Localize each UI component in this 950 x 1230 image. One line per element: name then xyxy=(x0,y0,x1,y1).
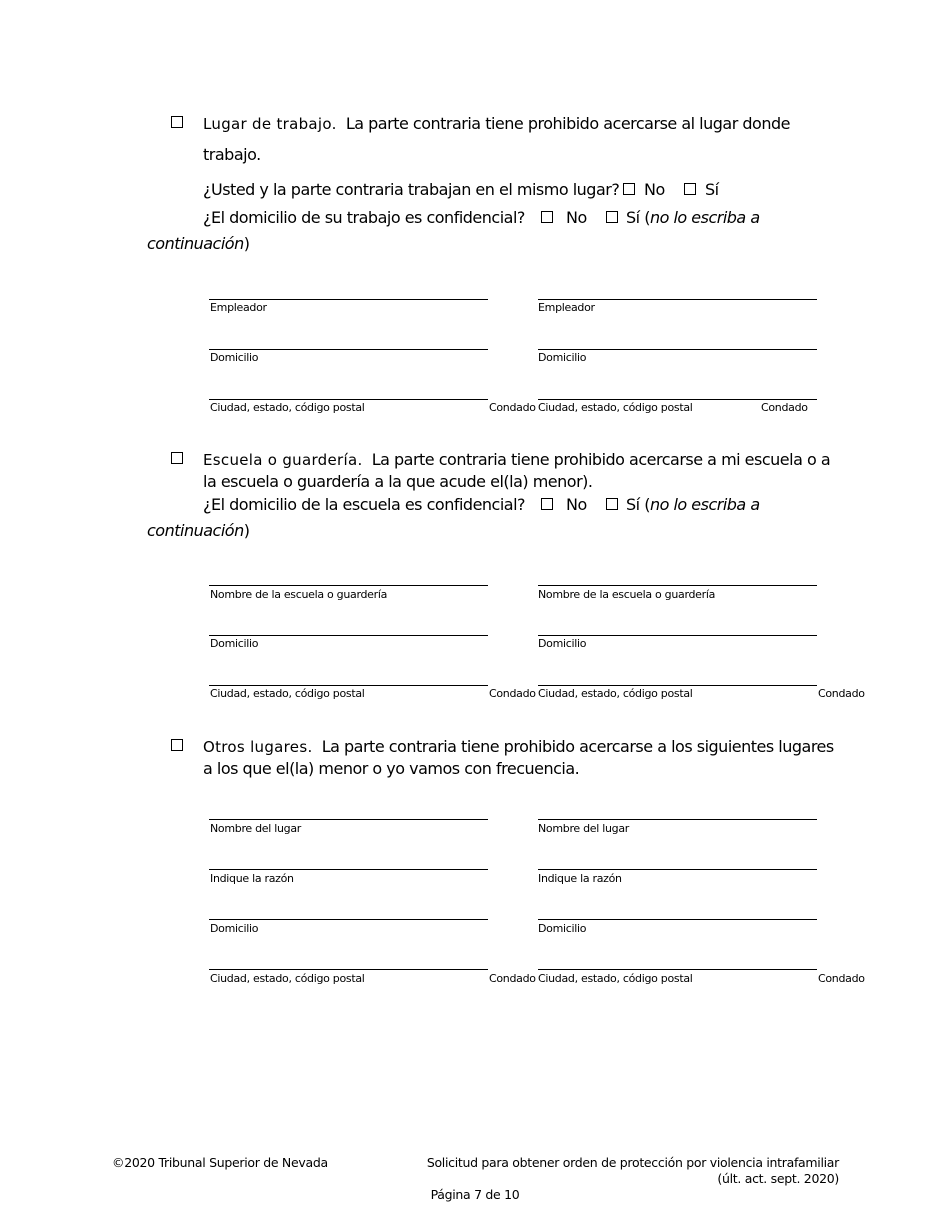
footer-copyright: ©2020 Tribunal Superior de Nevada xyxy=(112,1155,328,1170)
address-field-2[interactable] xyxy=(538,349,817,350)
si-label: Sí ( xyxy=(626,208,650,227)
address-label-1: Domicilio xyxy=(210,351,259,364)
workplace-confidential-si-checkbox[interactable] xyxy=(606,211,618,223)
place-name-field-1[interactable] xyxy=(209,819,488,820)
school-confidential-no-checkbox[interactable] xyxy=(541,498,553,510)
si-label: Sí ( xyxy=(626,495,650,514)
address-label-2: Domicilio xyxy=(538,351,587,364)
county-label-2: Condado xyxy=(761,401,808,414)
school-confidential-note-cont xyxy=(147,521,249,540)
place-name-label-1: Nombre del lugar xyxy=(210,822,301,835)
footer-form-title: Solicitud para obtener orden de protección por violencia intrafamiliar xyxy=(426,1155,839,1170)
school-city-label-1: Ciudad, estado, código postal xyxy=(210,687,365,700)
other-places-text-line2: a los que el(la) menor o yo vamos con frecuencia. xyxy=(203,759,580,778)
school-text-line1: La parte contraria tiene prohibido acercarse a mi escuela o a xyxy=(371,450,831,469)
workplace-confidential-no-checkbox[interactable] xyxy=(541,211,553,223)
workplace-same-place-question: ¿Usted y la parte contraria trabajan en el mismo lugar? xyxy=(203,180,620,199)
school-city-field-1[interactable] xyxy=(209,685,488,686)
same-place-si-checkbox[interactable] xyxy=(684,183,696,195)
county-label-1: Condado xyxy=(489,401,536,414)
paren-close: ) xyxy=(243,521,250,540)
school-confidential-no-label: No xyxy=(566,495,587,514)
place-city-label-1: Ciudad, estado, código postal xyxy=(210,972,365,985)
confidential-note-cont: continuación xyxy=(147,234,244,253)
same-place-no-label: No xyxy=(644,180,665,199)
city-label-1: Ciudad, estado, código postal xyxy=(210,401,365,414)
school-paragraph xyxy=(203,450,830,469)
other-places-title: Otros lugares. xyxy=(203,738,313,756)
school-name-label-1: Nombre de la escuela o guardería xyxy=(210,588,388,601)
place-city-field-2[interactable] xyxy=(538,969,817,970)
workplace-paragraph xyxy=(203,114,790,133)
school-confidential-si-note xyxy=(626,495,760,514)
employer-field-1[interactable] xyxy=(209,299,488,300)
other-places-checkbox[interactable] xyxy=(171,739,183,751)
place-city-field-1[interactable] xyxy=(209,969,488,970)
school-text-line2: la escuela o guardería a la que acude el(la) menor). xyxy=(203,472,593,491)
place-name-label-2: Nombre del lugar xyxy=(538,822,629,835)
reason-field-2[interactable] xyxy=(538,869,817,870)
reason-field-1[interactable] xyxy=(209,869,488,870)
confidential-note-cont: continuación xyxy=(147,521,244,540)
place-address-field-2[interactable] xyxy=(538,919,817,920)
workplace-checkbox[interactable] xyxy=(171,116,183,128)
workplace-text-line1: La parte contraria tiene prohibido acercarse al lugar donde xyxy=(345,114,790,133)
employer-field-2[interactable] xyxy=(538,299,817,300)
same-place-si-label: Sí xyxy=(705,180,719,199)
school-confidential-si-checkbox[interactable] xyxy=(606,498,618,510)
place-city-label-2: Ciudad, estado, código postal xyxy=(538,972,693,985)
employer-label-2: Empleador xyxy=(538,301,595,314)
employer-label-1: Empleador xyxy=(210,301,267,314)
footer-revision: (últ. act. sept. 2020) xyxy=(717,1171,839,1186)
place-county-label-1: Condado xyxy=(489,972,536,985)
confidential-note: no lo escriba a xyxy=(649,495,760,514)
workplace-confidential-question: ¿El domicilio de su trabajo es confidencial? xyxy=(203,208,525,227)
school-name-label-2: Nombre de la escuela o guardería xyxy=(538,588,716,601)
place-name-field-2[interactable] xyxy=(538,819,817,820)
school-address-label-2: Domicilio xyxy=(538,637,587,650)
school-address-field-2[interactable] xyxy=(538,635,817,636)
place-address-field-1[interactable] xyxy=(209,919,488,920)
place-address-label-1: Domicilio xyxy=(210,922,259,935)
school-county-label-1: Condado xyxy=(489,687,536,700)
address-field-1[interactable] xyxy=(209,349,488,350)
same-place-no-checkbox[interactable] xyxy=(623,183,635,195)
workplace-title: Lugar de trabajo. xyxy=(203,115,337,133)
paren-close: ) xyxy=(243,234,250,253)
other-places-paragraph xyxy=(203,737,834,756)
city-label-2: Ciudad, estado, código postal xyxy=(538,401,693,414)
school-city-label-2: Ciudad, estado, código postal xyxy=(538,687,693,700)
place-county-label-2: Condado xyxy=(818,972,865,985)
school-address-label-1: Domicilio xyxy=(210,637,259,650)
reason-label-1: Indique la razón xyxy=(210,872,294,885)
school-confidential-question: ¿El domicilio de la escuela es confidencial? xyxy=(203,495,526,514)
confidential-note: no lo escriba a xyxy=(649,208,760,227)
city-field-2[interactable] xyxy=(538,399,817,400)
school-title: Escuela o guardería. xyxy=(203,451,363,469)
workplace-confidential-no-label: No xyxy=(566,208,587,227)
school-name-field-2[interactable] xyxy=(538,585,817,586)
reason-label-2: Indique la razón xyxy=(538,872,622,885)
workplace-confidential-note-cont xyxy=(147,234,249,253)
place-address-label-2: Domicilio xyxy=(538,922,587,935)
workplace-confidential-si-note xyxy=(626,208,760,227)
footer-page-number: Página 7 de 10 xyxy=(430,1187,520,1202)
school-address-field-1[interactable] xyxy=(209,635,488,636)
school-name-field-1[interactable] xyxy=(209,585,488,586)
school-county-label-2: Condado xyxy=(818,687,865,700)
other-places-text-line1: La parte contraria tiene prohibido acercarse a los siguientes lugares xyxy=(321,737,834,756)
city-field-1[interactable] xyxy=(209,399,488,400)
school-checkbox[interactable] xyxy=(171,452,183,464)
school-city-field-2[interactable] xyxy=(538,685,817,686)
workplace-text-line2: trabajo. xyxy=(203,145,261,164)
